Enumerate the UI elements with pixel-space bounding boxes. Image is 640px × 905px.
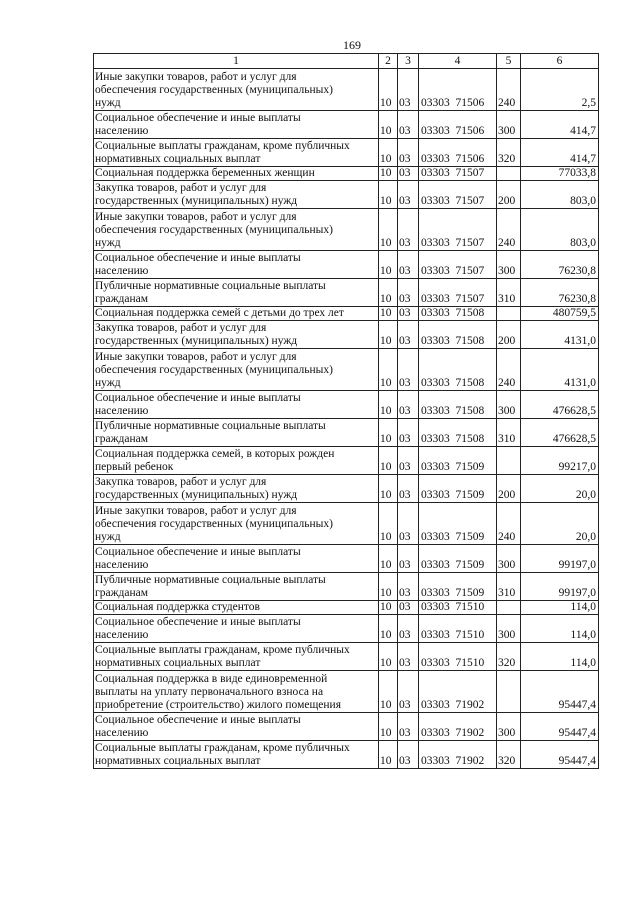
row-target-code: 03303 71507 bbox=[419, 251, 497, 279]
row-name: Социальное обеспечение и иные выплаты населению bbox=[94, 545, 379, 573]
budget-table bbox=[93, 53, 599, 769]
row-amount: 99197,0 bbox=[521, 545, 599, 573]
row-subsection: 03 bbox=[398, 615, 419, 643]
row-section: 10 bbox=[379, 503, 398, 545]
row-amount: 77033,8 bbox=[521, 167, 599, 181]
row-subsection: 03 bbox=[398, 447, 419, 475]
row-section: 10 bbox=[379, 643, 398, 671]
row-amount: 95447,4 bbox=[521, 671, 599, 713]
row-expense-type: 320 bbox=[497, 139, 521, 167]
table-row bbox=[94, 671, 599, 713]
row-expense-type: 320 bbox=[497, 741, 521, 769]
row-target-code: 03303 71508 bbox=[419, 307, 497, 321]
row-subsection: 03 bbox=[398, 671, 419, 713]
row-amount: 99197,0 bbox=[521, 573, 599, 601]
row-amount: 4131,0 bbox=[521, 349, 599, 391]
table-row bbox=[94, 447, 599, 475]
row-target-code: 03303 71902 bbox=[419, 741, 497, 769]
row-section: 10 bbox=[379, 615, 398, 643]
row-amount: 414,7 bbox=[521, 139, 599, 167]
row-subsection: 03 bbox=[398, 279, 419, 307]
table-row bbox=[94, 139, 599, 167]
row-subsection: 03 bbox=[398, 601, 419, 615]
row-section: 10 bbox=[379, 601, 398, 615]
row-subsection: 03 bbox=[398, 139, 419, 167]
row-section: 10 bbox=[379, 419, 398, 447]
row-name: Публичные нормативные социальные выплаты гражданам bbox=[94, 573, 379, 601]
header-row bbox=[94, 54, 599, 69]
row-section: 10 bbox=[379, 671, 398, 713]
table-row bbox=[94, 69, 599, 111]
row-section: 10 bbox=[379, 391, 398, 419]
row-subsection: 03 bbox=[398, 167, 419, 181]
table-row bbox=[94, 573, 599, 601]
row-target-code: 03303 71509 bbox=[419, 503, 497, 545]
row-name: Социальная поддержка семей с детьми до трех лет bbox=[94, 307, 379, 321]
row-section: 10 bbox=[379, 545, 398, 573]
row-target-code: 03303 71509 bbox=[419, 475, 497, 503]
row-expense-type: 310 bbox=[497, 279, 521, 307]
row-amount: 76230,8 bbox=[521, 279, 599, 307]
row-name: Социальное обеспечение и иные выплаты населению bbox=[94, 391, 379, 419]
row-target-code: 03303 71507 bbox=[419, 209, 497, 251]
table-row bbox=[94, 251, 599, 279]
row-target-code: 03303 71508 bbox=[419, 391, 497, 419]
row-name: Социальные выплаты гражданам, кроме публичных нормативных социальных выплат bbox=[94, 643, 379, 671]
header-col-name: 1 bbox=[94, 54, 379, 69]
row-subsection: 03 bbox=[398, 111, 419, 139]
row-section: 10 bbox=[379, 209, 398, 251]
table-row bbox=[94, 111, 599, 139]
row-expense-type: 240 bbox=[497, 349, 521, 391]
row-amount: 4131,0 bbox=[521, 321, 599, 349]
row-target-code: 03303 71507 bbox=[419, 181, 497, 209]
row-amount: 99217,0 bbox=[521, 447, 599, 475]
row-expense-type: 240 bbox=[497, 209, 521, 251]
header-col-amount: 6 bbox=[521, 54, 599, 69]
row-expense-type: 300 bbox=[497, 111, 521, 139]
row-section: 10 bbox=[379, 447, 398, 475]
row-subsection: 03 bbox=[398, 545, 419, 573]
row-name: Социальная поддержка студентов bbox=[94, 601, 379, 615]
row-subsection: 03 bbox=[398, 643, 419, 671]
row-amount: 480759,5 bbox=[521, 307, 599, 321]
row-section: 10 bbox=[379, 573, 398, 601]
row-subsection: 03 bbox=[398, 181, 419, 209]
table-row bbox=[94, 741, 599, 769]
table-row bbox=[94, 321, 599, 349]
row-expense-type: 240 bbox=[497, 503, 521, 545]
row-expense-type: 200 bbox=[497, 321, 521, 349]
row-expense-type: 310 bbox=[497, 419, 521, 447]
row-subsection: 03 bbox=[398, 251, 419, 279]
row-target-code: 03303 71902 bbox=[419, 671, 497, 713]
row-target-code: 03303 71902 bbox=[419, 713, 497, 741]
row-subsection: 03 bbox=[398, 713, 419, 741]
row-expense-type bbox=[497, 307, 521, 321]
row-target-code: 03303 71510 bbox=[419, 615, 497, 643]
row-expense-type bbox=[497, 601, 521, 615]
row-name: Социальные выплаты гражданам, кроме публичных нормативных социальных выплат bbox=[94, 741, 379, 769]
table-row bbox=[94, 713, 599, 741]
row-amount: 20,0 bbox=[521, 475, 599, 503]
table-row bbox=[94, 601, 599, 615]
row-target-code: 03303 71509 bbox=[419, 447, 497, 475]
row-subsection: 03 bbox=[398, 391, 419, 419]
row-amount: 2,5 bbox=[521, 69, 599, 111]
table-row bbox=[94, 349, 599, 391]
row-amount: 803,0 bbox=[521, 209, 599, 251]
table-row bbox=[94, 615, 599, 643]
row-name: Социальное обеспечение и иные выплаты населению bbox=[94, 111, 379, 139]
row-name: Социальная поддержка в виде единовременной выплаты на уплату первоначального взноса на приобретение (строительство) жилого помещения bbox=[94, 671, 379, 713]
table-row bbox=[94, 167, 599, 181]
row-expense-type: 200 bbox=[497, 181, 521, 209]
row-target-code: 03303 71508 bbox=[419, 419, 497, 447]
row-section: 10 bbox=[379, 713, 398, 741]
page-number: 169 bbox=[343, 38, 361, 52]
row-expense-type bbox=[497, 447, 521, 475]
row-section: 10 bbox=[379, 251, 398, 279]
row-subsection: 03 bbox=[398, 69, 419, 111]
table-row bbox=[94, 307, 599, 321]
row-amount: 95447,4 bbox=[521, 713, 599, 741]
row-section: 10 bbox=[379, 181, 398, 209]
row-expense-type: 310 bbox=[497, 573, 521, 601]
row-subsection: 03 bbox=[398, 419, 419, 447]
row-subsection: 03 bbox=[398, 741, 419, 769]
row-amount: 76230,8 bbox=[521, 251, 599, 279]
row-name: Иные закупки товаров, работ и услуг для обеспечения государственных (муниципальных) нужд bbox=[94, 349, 379, 391]
row-expense-type: 200 bbox=[497, 475, 521, 503]
row-name: Закупка товаров, работ и услуг для государственных (муниципальных) нужд bbox=[94, 475, 379, 503]
table-row bbox=[94, 475, 599, 503]
row-target-code: 03303 71510 bbox=[419, 643, 497, 671]
row-subsection: 03 bbox=[398, 209, 419, 251]
row-section: 10 bbox=[379, 69, 398, 111]
header-col-section: 2 bbox=[379, 54, 398, 69]
row-subsection: 03 bbox=[398, 475, 419, 503]
row-amount: 414,7 bbox=[521, 111, 599, 139]
row-amount: 803,0 bbox=[521, 181, 599, 209]
row-section: 10 bbox=[379, 741, 398, 769]
row-target-code: 03303 71509 bbox=[419, 573, 497, 601]
row-target-code: 03303 71507 bbox=[419, 167, 497, 181]
header-col-expense-type: 5 bbox=[497, 54, 521, 69]
row-name: Закупка товаров, работ и услуг для государственных (муниципальных) нужд bbox=[94, 321, 379, 349]
row-name: Социальная поддержка семей, в которых рожден первый ребенок bbox=[94, 447, 379, 475]
header-col-target-code: 4 bbox=[419, 54, 497, 69]
row-expense-type bbox=[497, 167, 521, 181]
row-section: 10 bbox=[379, 279, 398, 307]
header-col-subsection: 3 bbox=[398, 54, 419, 69]
row-subsection: 03 bbox=[398, 307, 419, 321]
row-target-code: 03303 71506 bbox=[419, 139, 497, 167]
row-expense-type: 240 bbox=[497, 69, 521, 111]
row-amount: 95447,4 bbox=[521, 741, 599, 769]
row-amount: 476628,5 bbox=[521, 419, 599, 447]
row-expense-type: 320 bbox=[497, 643, 521, 671]
row-amount: 114,0 bbox=[521, 601, 599, 615]
row-expense-type: 300 bbox=[497, 251, 521, 279]
row-name: Иные закупки товаров, работ и услуг для обеспечения государственных (муниципальных) нужд bbox=[94, 209, 379, 251]
row-name: Социальное обеспечение и иные выплаты населению bbox=[94, 615, 379, 643]
row-target-code: 03303 71508 bbox=[419, 349, 497, 391]
row-name: Закупка товаров, работ и услуг для государственных (муниципальных) нужд bbox=[94, 181, 379, 209]
table-row bbox=[94, 181, 599, 209]
table-row bbox=[94, 545, 599, 573]
table-row bbox=[94, 391, 599, 419]
row-section: 10 bbox=[379, 475, 398, 503]
table-row bbox=[94, 643, 599, 671]
row-expense-type bbox=[497, 671, 521, 713]
row-target-code: 03303 71506 bbox=[419, 69, 497, 111]
row-name: Публичные нормативные социальные выплаты гражданам bbox=[94, 279, 379, 307]
row-target-code: 03303 71506 bbox=[419, 111, 497, 139]
row-target-code: 03303 71508 bbox=[419, 321, 497, 349]
row-subsection: 03 bbox=[398, 349, 419, 391]
row-name: Социальное обеспечение и иные выплаты населению bbox=[94, 251, 379, 279]
table-row bbox=[94, 503, 599, 545]
row-amount: 20,0 bbox=[521, 503, 599, 545]
row-target-code: 03303 71507 bbox=[419, 279, 497, 307]
row-section: 10 bbox=[379, 139, 398, 167]
row-expense-type: 300 bbox=[497, 391, 521, 419]
row-subsection: 03 bbox=[398, 503, 419, 545]
row-section: 10 bbox=[379, 321, 398, 349]
row-subsection: 03 bbox=[398, 321, 419, 349]
row-name: Иные закупки товаров, работ и услуг для обеспечения государственных (муниципальных) нужд bbox=[94, 69, 379, 111]
row-section: 10 bbox=[379, 307, 398, 321]
row-subsection: 03 bbox=[398, 573, 419, 601]
row-name: Социальные выплаты гражданам, кроме публичных нормативных социальных выплат bbox=[94, 139, 379, 167]
row-name: Социальная поддержка беременных женщин bbox=[94, 167, 379, 181]
row-amount: 114,0 bbox=[521, 615, 599, 643]
row-name: Социальное обеспечение и иные выплаты населению bbox=[94, 713, 379, 741]
row-name: Публичные нормативные социальные выплаты гражданам bbox=[94, 419, 379, 447]
row-section: 10 bbox=[379, 167, 398, 181]
row-name: Иные закупки товаров, работ и услуг для обеспечения государственных (муниципальных) нужд bbox=[94, 503, 379, 545]
row-expense-type: 300 bbox=[497, 545, 521, 573]
row-target-code: 03303 71509 bbox=[419, 545, 497, 573]
row-expense-type: 300 bbox=[497, 713, 521, 741]
table-row bbox=[94, 419, 599, 447]
table-row bbox=[94, 279, 599, 307]
row-section: 10 bbox=[379, 111, 398, 139]
row-expense-type: 300 bbox=[497, 615, 521, 643]
row-section: 10 bbox=[379, 349, 398, 391]
table-row bbox=[94, 209, 599, 251]
row-amount: 476628,5 bbox=[521, 391, 599, 419]
row-amount: 114,0 bbox=[521, 643, 599, 671]
budget-table-container bbox=[93, 53, 599, 769]
row-target-code: 03303 71510 bbox=[419, 601, 497, 615]
